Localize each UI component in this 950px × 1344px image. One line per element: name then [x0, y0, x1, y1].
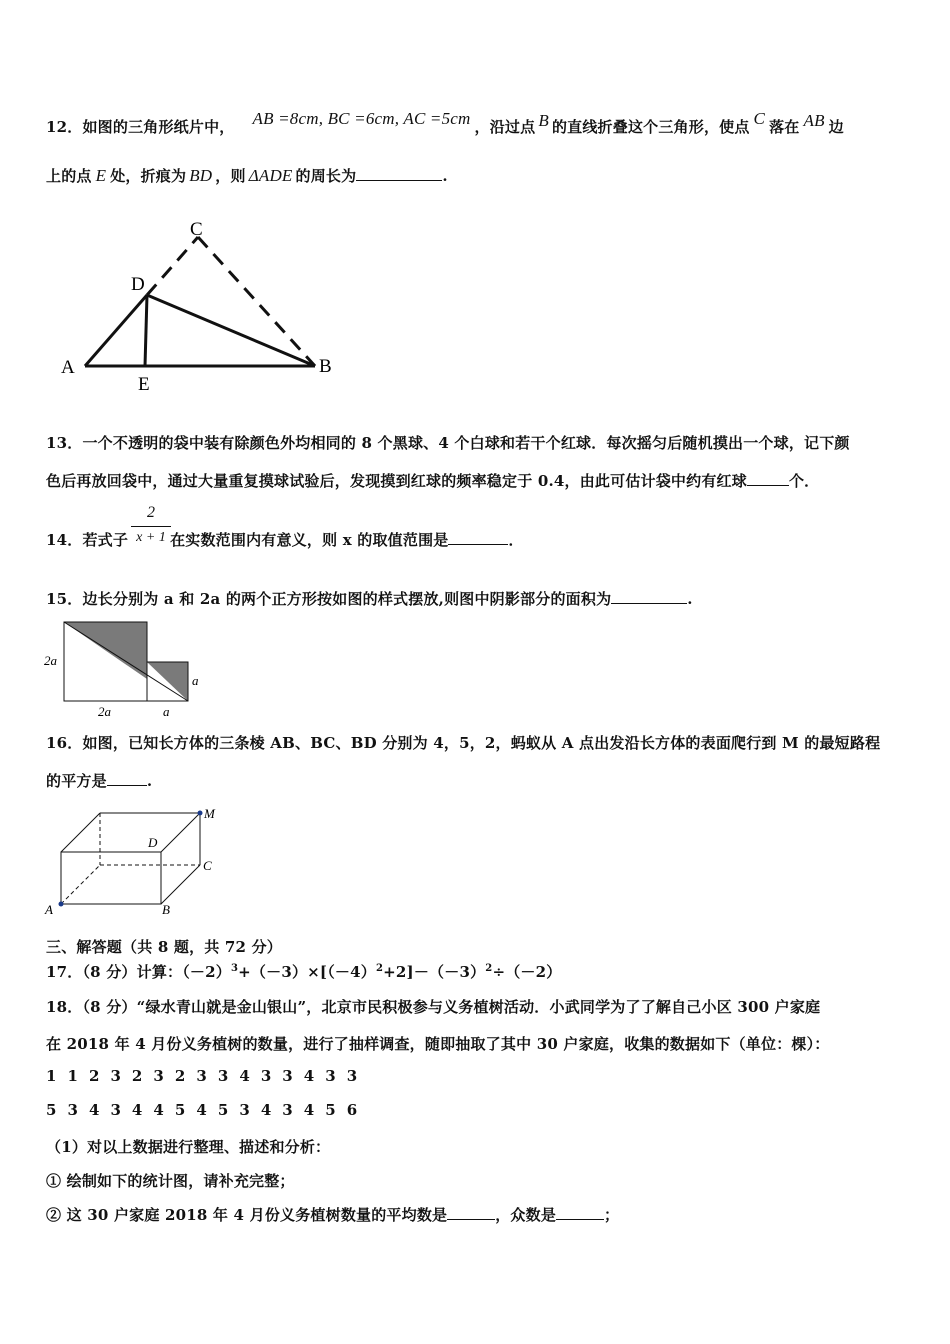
q12-text: 的直线折叠这个三角形，使点: [551, 118, 750, 136]
label-e: E: [138, 374, 150, 395]
q16-text: 的平方是: [46, 772, 107, 790]
fraction-bar: [131, 526, 171, 527]
q14-line: [46, 529, 524, 550]
q12-var-ade: ΔADE: [248, 166, 293, 185]
q12-prefix: 12．如图的三角形纸片中，: [46, 118, 235, 136]
segment-de: [145, 295, 147, 366]
q15-end: .: [687, 590, 693, 608]
segment-dc-dashed: [147, 237, 198, 295]
label-bottom-2a: 2a: [98, 704, 111, 719]
q18-data-row: 1 1 2 3 2 3 2 3 3 4 3 3 4 3 3: [46, 1067, 358, 1085]
label-a: A: [45, 902, 53, 917]
q17-text: 17．（8 分）计算：（－2）: [46, 963, 231, 981]
q14-end: ．: [508, 531, 524, 549]
q12-var-e: E: [95, 166, 107, 185]
q12-text: 边: [828, 118, 844, 136]
answer-blank: [448, 530, 508, 545]
q12-var-bd: BD: [189, 166, 213, 185]
q17-text: +2]－（－3）: [383, 963, 486, 981]
label-m: M: [204, 806, 215, 821]
q15-squares-figure: [40, 615, 210, 725]
shaded-region-large: [64, 622, 147, 679]
q18-line2: 在 2018 年 4 月份义务植树的数量，进行了抽样调查，随即抽取了其中 30 户家庭，收集的数据如下（单位：棵）：: [46, 1035, 830, 1053]
point-m: [198, 811, 203, 816]
q12-var-ab: AB: [803, 111, 825, 130]
segment-db: [147, 295, 315, 366]
front-face: [61, 852, 161, 904]
q13-line1: 13．一个不透明的袋中装有除颜色外均相同的 8 个黑球、4 个白球和若干个红球．每次摇匀后随机摸出一个球，记下颜: [46, 434, 850, 452]
label-right-a: a: [192, 673, 199, 688]
q13-text: 色后再放回袋中，通过大量重复摸球试验后，发现摸到红球的频率稳定于 0.4，由此可估计袋中约有红球: [46, 472, 747, 490]
point-a: [59, 902, 64, 907]
q15-line: [46, 588, 693, 609]
segment-ad: [85, 295, 147, 366]
label-d: D: [131, 274, 145, 295]
label-left-2a: 2a: [44, 653, 57, 668]
answer-blank: [611, 589, 687, 604]
label-a: A: [61, 357, 75, 378]
shaded-region-small: [147, 662, 188, 701]
q12-text: 落在: [769, 118, 800, 136]
q12-line1: [46, 109, 844, 137]
q17-exponent: 3: [230, 963, 239, 974]
q12-line2: [46, 165, 448, 186]
answer-blank: [356, 166, 442, 181]
q12-text: 处，折痕为: [110, 167, 187, 185]
q12-text: ，则: [215, 167, 246, 185]
label-c: C: [190, 219, 203, 240]
q12-var-c: C: [753, 109, 766, 128]
q12-text: 上的点: [46, 167, 92, 185]
label-b: B: [319, 356, 332, 377]
q18-data-row: 5 3 4 3 4 4 5 4 5 3 4 3 4 5 6: [46, 1101, 358, 1119]
edge: [161, 865, 200, 904]
fraction-numerator: 2: [147, 504, 155, 521]
q13-line2: [46, 470, 819, 491]
q18-part1: （1）对以上数据进行整理、描述和分析：: [46, 1138, 331, 1156]
q16-cuboid-figure: [40, 800, 230, 922]
q12-text: 的周长为: [295, 167, 357, 185]
q17-text: +（－3）×[（－4）: [238, 963, 376, 981]
q17-exponent: 2: [485, 963, 493, 974]
answer-blank: [107, 771, 147, 786]
segment-cb-dashed: [198, 237, 315, 366]
edge: [161, 813, 200, 852]
fraction-denominator: x + 1: [136, 530, 166, 545]
q18-text: ② 这 30 户家庭 2018 年 4 月份义务植树数量的平均数是: [46, 1206, 448, 1224]
q16-text: .: [146, 772, 153, 790]
q17-exponent: 2: [375, 963, 384, 974]
q12-text: ，沿过点: [474, 118, 536, 136]
hidden-edge: [61, 865, 100, 904]
answer-blank: [447, 1205, 495, 1220]
q18-item2: [46, 1204, 619, 1225]
q12-sides-formula: AB =8cm, BC =6cm, AC =5cm: [252, 109, 471, 128]
label-b: B: [162, 902, 170, 917]
label-d: D: [148, 835, 158, 850]
q18-text: ，众数是: [495, 1206, 557, 1224]
q18-line1: 18．（8 分）“绿水青山就是金山银山”，北京市民积极参与义务植树活动．小武同学为了了解自己小区 300 户家庭: [46, 998, 821, 1016]
label-bottom-a: a: [163, 704, 170, 719]
label-c: C: [203, 858, 212, 873]
q14-suffix: 在实数范围内有意义，则 x 的取值范围是: [170, 531, 449, 549]
q12-var-b: B: [538, 111, 549, 130]
q12-text: .: [442, 167, 448, 185]
q16-line1: 16．如图，已知长方体的三条棱 AB、BC、BD 分别为 4，5，2，蚂蚁从 A 点出发沿长方体的表面爬行到 M 的最短路程: [46, 734, 881, 752]
q14-prefix: 14．若式子: [46, 531, 129, 549]
q17-line: [46, 961, 561, 982]
edge: [61, 813, 100, 852]
q15-text: 15．边长分别为 a 和 2a 的两个正方形按如图的样式摆放,则图中阴影部分的面积为: [46, 590, 612, 608]
q13-text: 个．: [788, 472, 820, 490]
q16-line2: [46, 770, 152, 791]
answer-blank: [747, 471, 789, 486]
q17-text: ÷（－2）: [492, 963, 562, 981]
q18-text: ；: [604, 1206, 620, 1224]
q18-item1: ① 绘制如下的统计图，请补充完整；: [46, 1172, 295, 1190]
q12-triangle-figure: [55, 215, 355, 395]
section-heading: 三、解答题（共 8 题，共 72 分）: [46, 938, 283, 956]
answer-blank: [556, 1205, 604, 1220]
